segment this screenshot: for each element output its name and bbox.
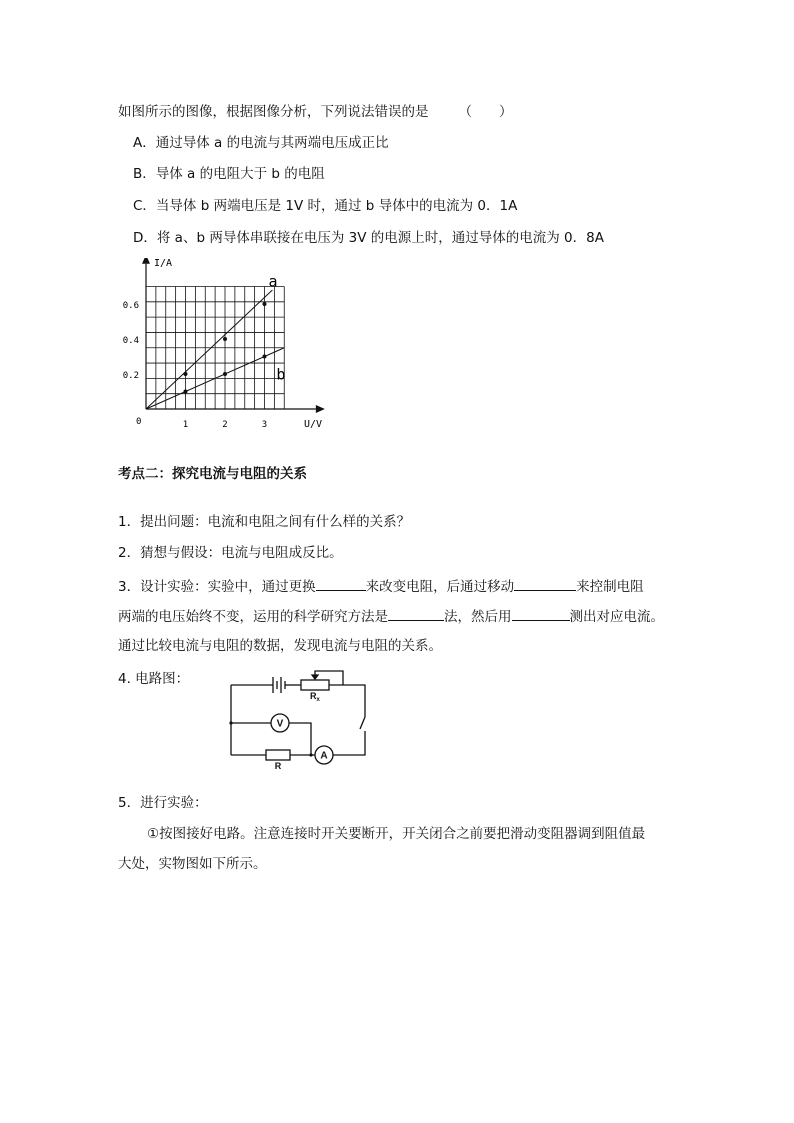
data-point-b [223, 372, 227, 376]
series-line-a [146, 290, 272, 409]
voltmeter-label: V [276, 718, 284, 730]
circuit-diagram [225, 665, 375, 770]
wire-top-right [329, 685, 365, 717]
y-tick-label: 0.2 [122, 371, 139, 381]
blank-4[interactable] [512, 606, 570, 621]
item-3-text-2: 来改变电阻，后通过移动 [365, 579, 515, 595]
item-5: 5．进行实验： [118, 795, 208, 811]
option-d: D．将 a、b 两导体串联接在电压为 3V 的电源上时，通过导体的电流为 0．8A [133, 230, 604, 246]
question-stem-text: 如图所示的图像，根据图像分析，下列说法错误的是 [118, 104, 429, 120]
x-tick-label: 2 [222, 420, 228, 430]
data-point-a [223, 337, 227, 341]
node-left [229, 721, 232, 724]
blank-3[interactable] [388, 606, 444, 621]
section-heading: 考点二：探究电流与电阻的关系 [118, 466, 307, 482]
question-stem [118, 103, 513, 121]
item-3-text-3: 来控制电阻 [576, 579, 644, 595]
wire-right-bottom [333, 731, 365, 755]
item-3-text-1: 3．设计实验：实验中，通过更换 [118, 579, 316, 595]
x-tick-label: 3 [261, 420, 268, 430]
blank-2[interactable] [514, 576, 576, 591]
wire-voltmeter-right [289, 723, 311, 755]
rx-label: $R_x$ [310, 691, 320, 703]
rheostat-body [301, 680, 329, 690]
data-point-b [263, 355, 267, 359]
ammeter-label: A [320, 750, 328, 762]
x-axis-arrow [316, 405, 325, 413]
y-tick-label: 0.6 [122, 301, 139, 311]
step-1-line1: ①按图接好电路。注意连接时开关要断开，开关闭合之前要把滑动变阻器调到阻值最 [147, 826, 646, 842]
switch-blade [360, 717, 365, 729]
y-tick-label: 0.4 [122, 336, 139, 346]
option-c: C．当导体 b 两端电压是 1V 时，通过 b 导体中的电流为 0．1A [133, 198, 518, 214]
y-axis-label: I/A [154, 258, 173, 269]
item-3-line3: 通过比较电流与电阻的数据，发现电流与电阻的关系。 [118, 638, 442, 654]
step-1-line2: 大处，实物图如下所示。 [118, 856, 267, 872]
answer-parentheses: （ ） [458, 104, 513, 120]
item-3-text-6: 测出对应电流。 [569, 609, 664, 625]
item-3-text-4: 两端的电压始终不变，运用的科学研究方法是 [118, 609, 388, 625]
item-3-line1 [118, 576, 644, 596]
item-2: 2．猜想与假设：电流与电阻成反比。 [118, 545, 343, 561]
blank-1[interactable] [316, 576, 366, 591]
item-3-line2 [118, 606, 664, 626]
item-1: 1．提出问题：电流和电阻之间有什么样的关系？ [118, 514, 411, 530]
series-label-a: a [268, 272, 278, 291]
data-point-a [263, 302, 267, 306]
data-point-b [184, 390, 188, 394]
option-b: B．导体 a 的电阻大于 b 的电阻 [133, 166, 325, 182]
y-axis-arrow [142, 258, 150, 264]
series-label-b: b [276, 365, 286, 384]
data-point-a [184, 372, 188, 376]
iu-graph [118, 258, 338, 438]
resistor-body [266, 750, 290, 760]
option-a: A．通过导体 a 的电流与其两端电压成正比 [133, 135, 389, 151]
item-3-text-5: 法，然后用 [444, 609, 512, 625]
item-4: 4. 电路图： [118, 671, 190, 687]
x-tick-label: 1 [182, 420, 189, 430]
rheostat-arrow [312, 675, 318, 679]
node-right [309, 753, 312, 756]
origin-label: 0 [136, 417, 142, 427]
x-axis-label: U/V [304, 419, 323, 430]
resistor-label: R [274, 761, 282, 770]
